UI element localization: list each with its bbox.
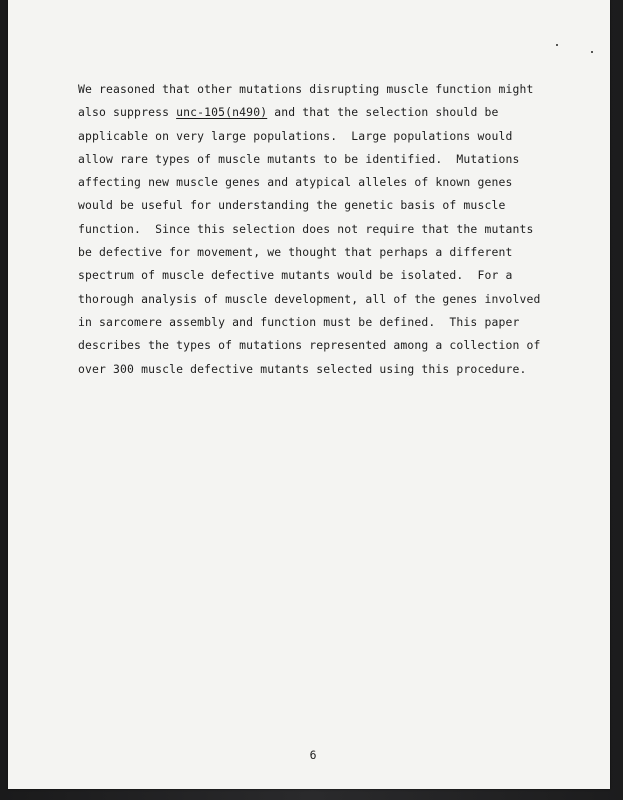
body-paragraph <box>78 78 578 381</box>
text-line: allow rare types of muscle mutants to be identified. Mutations <box>78 151 520 166</box>
text-line: thorough analysis of muscle development, all of the genes involved <box>78 291 541 306</box>
text-line: describes the types of mutations represented among a collection of <box>78 338 541 353</box>
text-line: affecting new muscle genes and atypical alleles of known genes <box>78 175 513 190</box>
scan-speck <box>591 51 593 53</box>
text-line: We reasoned that other mutations disrupting muscle function might <box>78 82 534 96</box>
text-line: in sarcomere assembly and function must be defined. This paper <box>78 314 520 329</box>
page-number: 6 <box>309 748 317 762</box>
gene-name-underlined: unc-105(n490) <box>176 105 268 120</box>
text-line <box>78 101 578 124</box>
text-line: over 300 muscle defective mutants selected using this procedure. <box>78 361 527 376</box>
text-line: applicable on very large populations. Large populations would <box>78 128 513 143</box>
text-segment: also suppress <box>78 105 177 120</box>
text-line: be defective for movement, we thought that perhaps a different <box>78 245 513 260</box>
scan-speck <box>556 44 558 46</box>
text-line: function. Since this selection does not require that the mutants <box>78 221 534 236</box>
text-line: would be useful for understanding the genetic basis of muscle <box>78 198 506 213</box>
text-segment: and that the selection should be <box>267 105 499 120</box>
text-line: spectrum of muscle defective mutants would be isolated. For a <box>78 268 513 283</box>
document-page <box>8 0 610 789</box>
